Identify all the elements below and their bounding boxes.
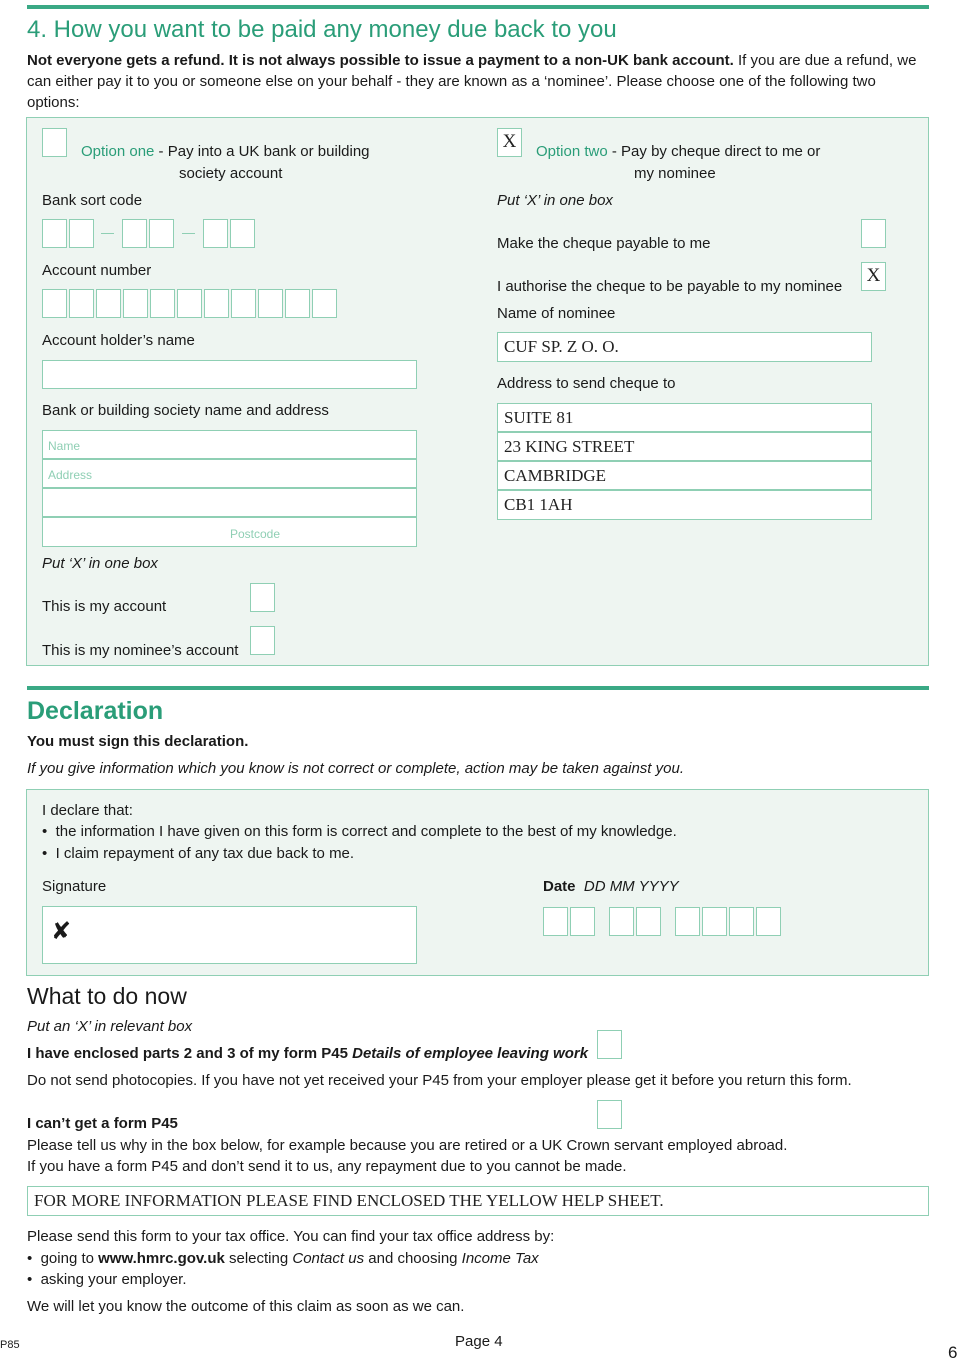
sort-code-digit[interactable] bbox=[230, 219, 255, 248]
page-number: Page 4 bbox=[455, 1333, 503, 1350]
nominee-name-label: Name of nominee bbox=[497, 305, 616, 322]
bank-name-field[interactable] bbox=[42, 430, 417, 459]
cheque-address-line[interactable]: SUITE 81 bbox=[497, 403, 872, 432]
sort-code-digit[interactable] bbox=[69, 219, 94, 248]
bank-name-placeholder: Name bbox=[48, 439, 81, 453]
date-digit[interactable] bbox=[636, 907, 661, 936]
date-digit[interactable] bbox=[729, 907, 754, 936]
signature-field[interactable] bbox=[42, 906, 417, 964]
date-digit[interactable] bbox=[756, 907, 781, 936]
declare-bullet: • the information I have given on this form is correct and complete to the best of my knowledge. bbox=[42, 823, 677, 840]
section-intro: Not everyone gets a refund. It is not always possible to issue a payment to a non-UK bank account. If you are due a refund, we can either pay it to you or someone else on your behalf - they are known as a ‘nominee’. Please choose one of the following two options: bbox=[27, 52, 917, 111]
option-one-put-x: Put ‘X’ in one box bbox=[42, 555, 158, 572]
section-rule bbox=[27, 5, 929, 9]
sort-code-dash bbox=[101, 233, 114, 234]
declare-bullet: • I claim repayment of any tax due back to me. bbox=[42, 845, 355, 862]
payment-options-panel bbox=[26, 117, 929, 666]
what-now-put-x: Put an ‘X’ in relevant box bbox=[27, 1018, 193, 1035]
payable-nominee-label: I authorise the cheque to be payable to my nominee bbox=[497, 278, 843, 295]
reason-field[interactable]: FOR MORE INFORMATION PLEASE FIND ENCLOSED THE YELLOW HELP SHEET. bbox=[27, 1186, 929, 1216]
sort-code-digit[interactable] bbox=[42, 219, 67, 248]
holder-name-label: Account holder’s name bbox=[42, 332, 195, 349]
if-have-p45: If you have a form P45 and don’t send it to us, any repayment due to you cannot be made. bbox=[27, 1158, 627, 1175]
sort-code-digit[interactable] bbox=[203, 219, 228, 248]
section-title: 4. How you want to be paid any money due back to you bbox=[27, 16, 617, 43]
account-number-digit[interactable] bbox=[177, 289, 202, 318]
payable-nominee-checkbox[interactable] bbox=[861, 262, 886, 291]
date-digit[interactable] bbox=[675, 907, 700, 936]
cheque-address-line[interactable]: CB1 1AH bbox=[497, 490, 872, 520]
account-number-label: Account number bbox=[42, 262, 152, 279]
option-two-put-x: Put ‘X’ in one box bbox=[497, 192, 613, 209]
signature-label: Signature bbox=[42, 878, 107, 895]
declaration-title: Declaration bbox=[27, 697, 164, 725]
send-bullet: • asking your employer. bbox=[27, 1271, 187, 1288]
declare-heading: I declare that: bbox=[42, 802, 133, 819]
sort-code-label: Bank sort code bbox=[42, 192, 143, 209]
cheque-address-line[interactable]: 23 KING STREET bbox=[497, 432, 872, 461]
tell-us-why: Please tell us why in the box below, for example because you are retired or a UK Crown servant employed abroad. bbox=[27, 1137, 788, 1154]
account-number-digit[interactable] bbox=[204, 289, 229, 318]
option-one-heading-cont: society account bbox=[179, 165, 283, 182]
bank-postcode-placeholder: Postcode bbox=[230, 527, 281, 541]
nominee-name-field[interactable]: CUF SP. Z O. O. bbox=[497, 332, 872, 362]
sort-code-dash bbox=[182, 233, 195, 234]
account-number-digit[interactable] bbox=[150, 289, 175, 318]
bank-address-placeholder: Address bbox=[48, 468, 93, 482]
my-account-checkbox[interactable] bbox=[250, 583, 275, 612]
option-two-mark: X bbox=[502, 131, 517, 152]
no-photocopies: Do not send photocopies. If you have not yet received your P45 from your employer please get it before you return this form. bbox=[27, 1072, 852, 1089]
payable-me-checkbox[interactable] bbox=[861, 219, 886, 248]
bank-address-line[interactable] bbox=[42, 488, 417, 517]
what-now-title: What to do now bbox=[27, 983, 187, 1009]
payable-nominee-mark: X bbox=[866, 265, 881, 286]
cant-get-p45-label: I can’t get a form P45 bbox=[27, 1115, 178, 1132]
form-code: P85 bbox=[0, 1339, 20, 1351]
signature-cross-icon: ✘ bbox=[51, 917, 72, 945]
sheet-number: 6 bbox=[948, 1343, 958, 1362]
option-two-heading: Option two - Pay by cheque direct to me or bbox=[536, 143, 821, 160]
account-number-digit[interactable] bbox=[123, 289, 148, 318]
nominee-account-label: This is my nominee’s account bbox=[42, 642, 239, 659]
holder-name-field[interactable] bbox=[42, 360, 417, 389]
account-number-digit[interactable] bbox=[96, 289, 121, 318]
account-number-digit[interactable] bbox=[69, 289, 94, 318]
date-digit[interactable] bbox=[609, 907, 634, 936]
option-two-heading-cont: my nominee bbox=[634, 165, 716, 182]
bank-address-line[interactable] bbox=[42, 459, 417, 488]
enclosed-p45-label: I have enclosed parts 2 and 3 of my form P45 Details of employee leaving work bbox=[27, 1045, 589, 1062]
outcome-text: We will let you know the outcome of this claim as soon as we can. bbox=[27, 1298, 465, 1315]
bank-postcode-line[interactable] bbox=[42, 517, 417, 547]
account-number-digit[interactable] bbox=[258, 289, 283, 318]
must-sign: You must sign this declaration. bbox=[27, 733, 249, 750]
sort-code-digit[interactable] bbox=[122, 219, 147, 248]
sort-code-digit[interactable] bbox=[149, 219, 174, 248]
declaration-rule bbox=[27, 686, 929, 690]
date-label: Date DD MM YYYY bbox=[543, 878, 679, 895]
date-digit[interactable] bbox=[570, 907, 595, 936]
account-number-digit[interactable] bbox=[312, 289, 337, 318]
cheque-address-line[interactable]: CAMBRIDGE bbox=[497, 461, 872, 490]
cheque-address-label: Address to send cheque to bbox=[497, 375, 676, 392]
send-form-text: Please send this form to your tax office. You can find your tax office address by: bbox=[27, 1228, 555, 1245]
account-number-digit[interactable] bbox=[285, 289, 310, 318]
account-number-digit[interactable] bbox=[231, 289, 256, 318]
send-bullet: • going to www.hmrc.gov.uk selecting Contact us and choosing Income Tax bbox=[27, 1250, 539, 1267]
account-number-digit[interactable] bbox=[42, 289, 67, 318]
declaration-warning: If you give information which you know is not correct or complete, action may be taken against you. bbox=[27, 760, 684, 777]
option-one-heading: Option one - Pay into a UK bank or building bbox=[81, 143, 370, 160]
option-one-checkbox[interactable] bbox=[42, 128, 67, 157]
option-two-checkbox[interactable] bbox=[497, 128, 522, 157]
bank-label: Bank or building society name and address bbox=[42, 402, 329, 419]
nominee-account-checkbox[interactable] bbox=[250, 626, 275, 655]
enclosed-p45-checkbox[interactable] bbox=[597, 1030, 622, 1059]
date-digit[interactable] bbox=[702, 907, 727, 936]
cant-get-p45-checkbox[interactable] bbox=[597, 1100, 622, 1129]
my-account-label: This is my account bbox=[42, 598, 167, 615]
date-digit[interactable] bbox=[543, 907, 568, 936]
payable-me-label: Make the cheque payable to me bbox=[497, 235, 711, 252]
